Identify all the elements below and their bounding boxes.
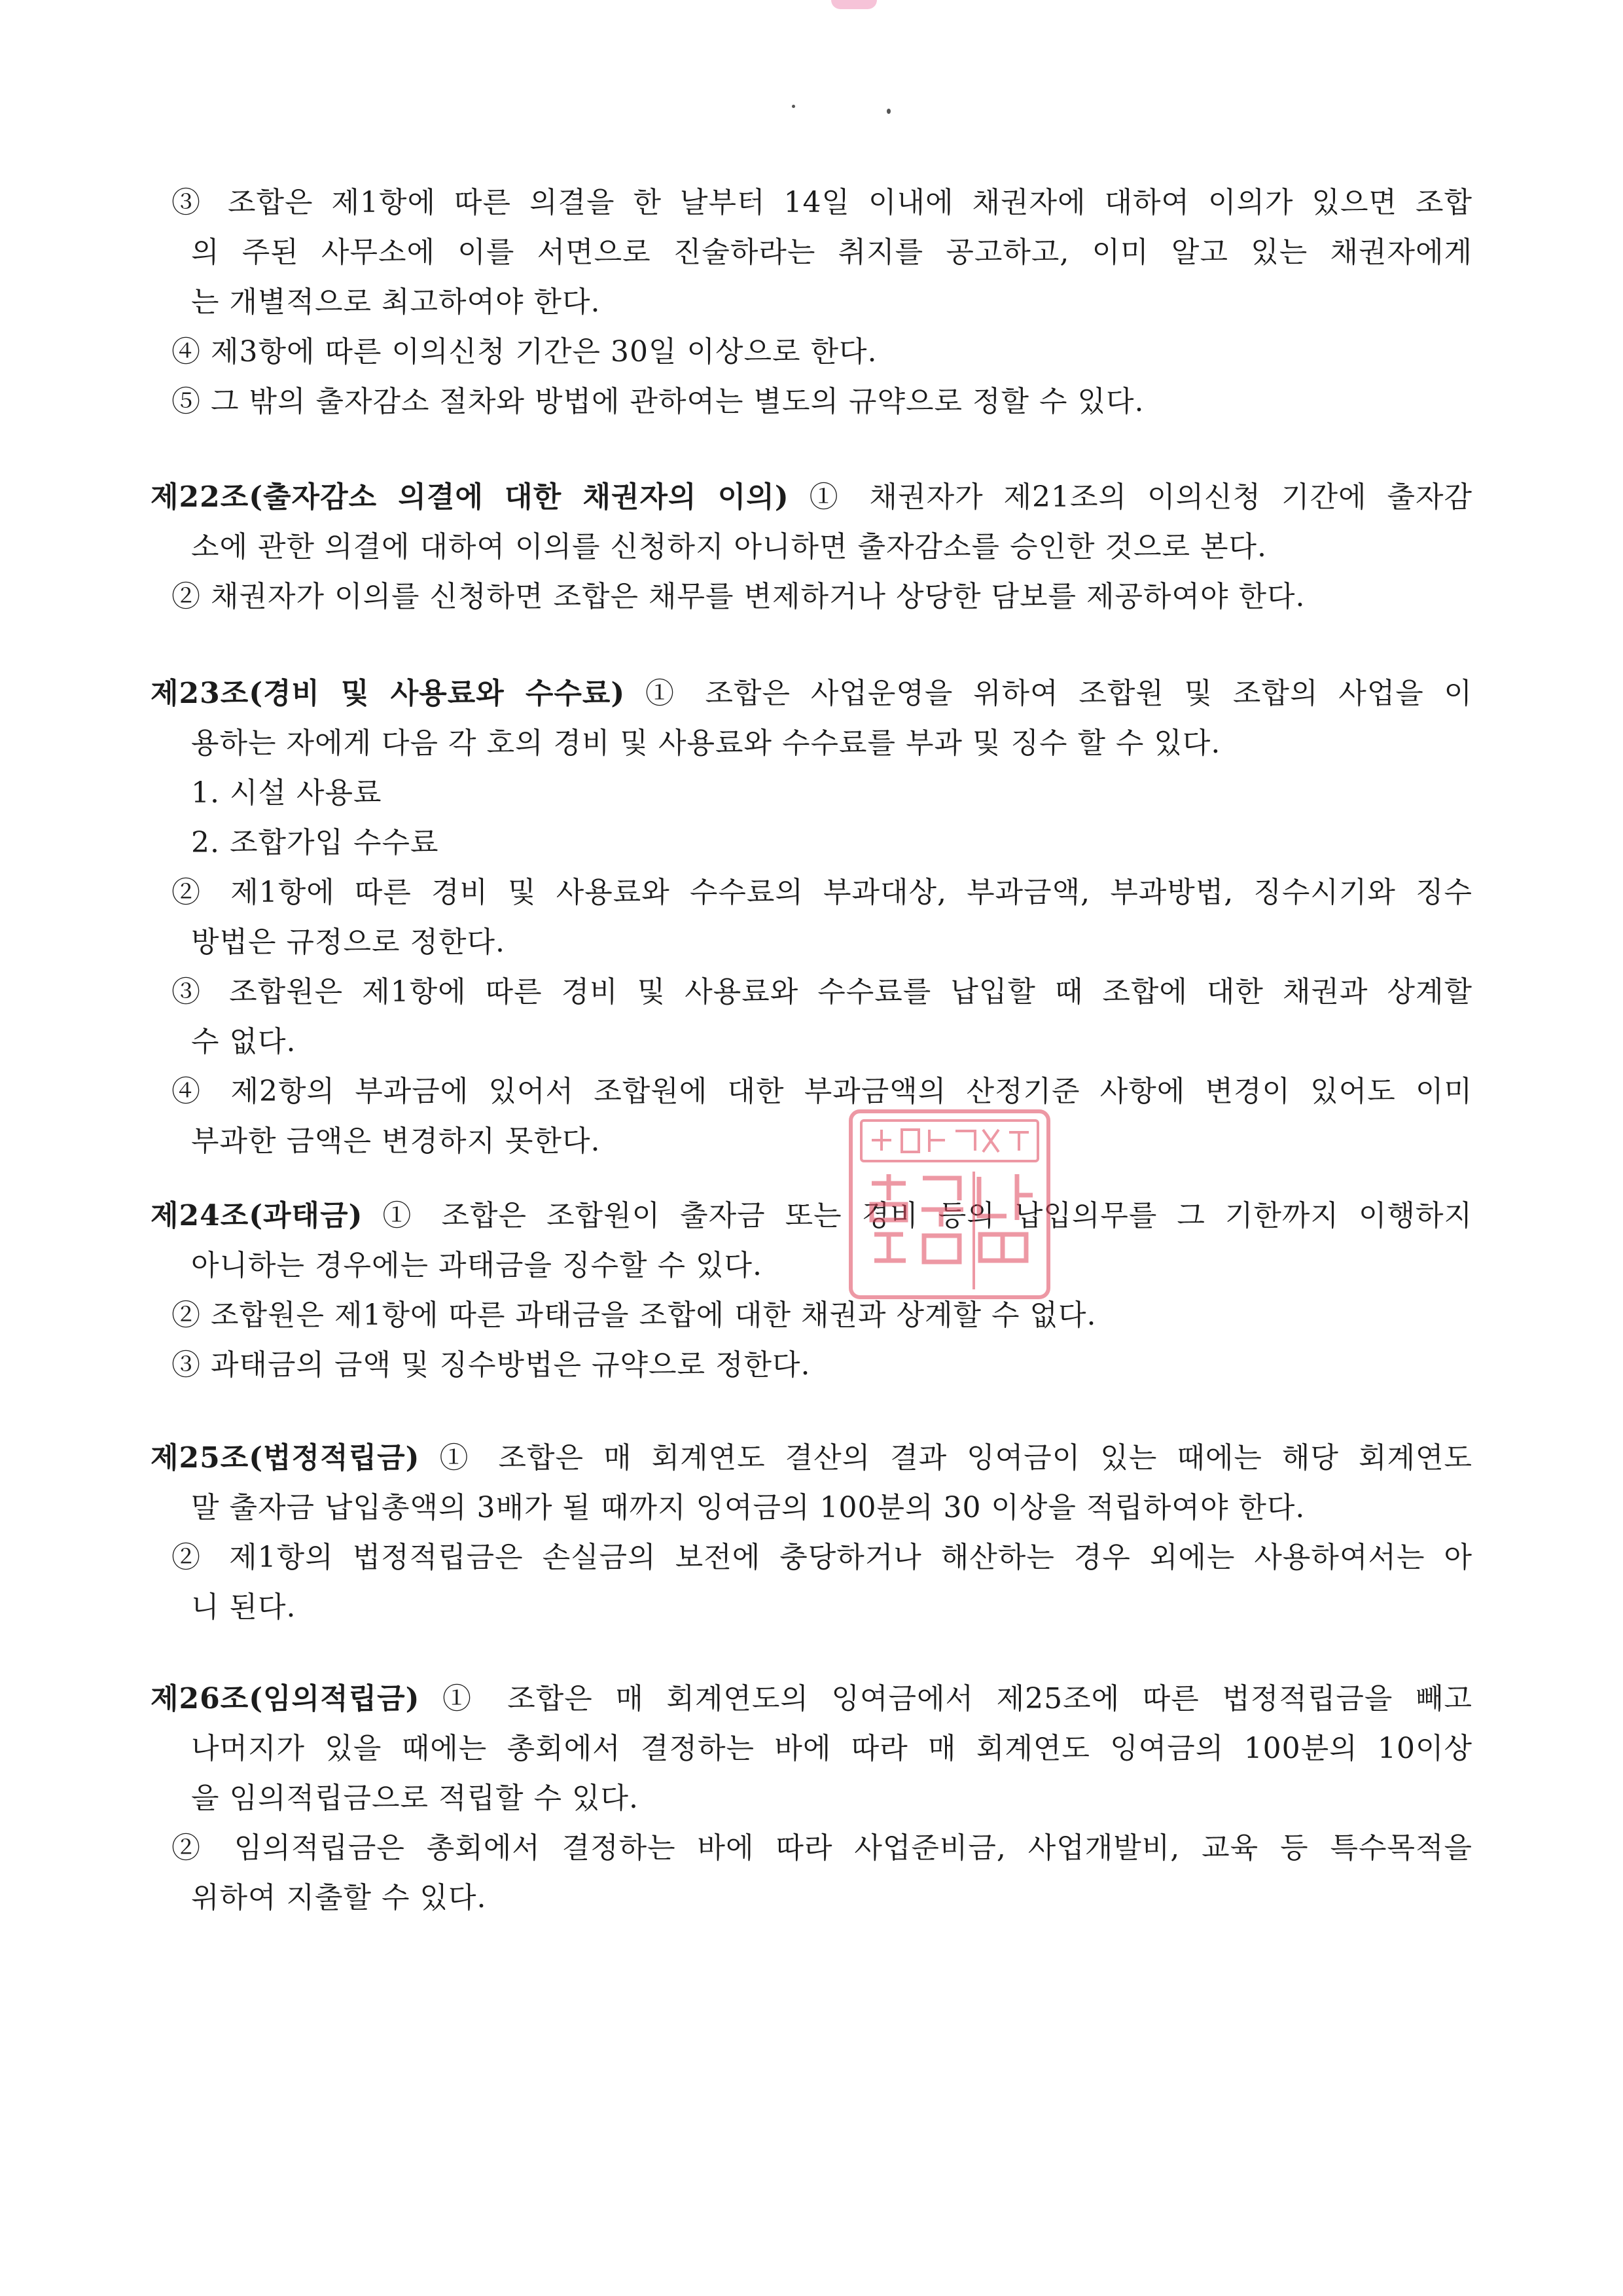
article-22-first-line bbox=[151, 478, 1472, 517]
article-24-clause-3: ③ 과태금의 금액 및 징수방법은 규약으로 정한다. bbox=[171, 1348, 811, 1382]
article-24-line-2: 아니하는 경우에는 과태금을 징수할 수 있다. bbox=[191, 1249, 762, 1282]
article-23-heading: 제23조(경비 및 사용료와 수수료) bbox=[151, 677, 626, 710]
article-25-first-line bbox=[151, 1439, 1472, 1478]
clause-4: ④ 제3항에 따른 이의신청 기간은 30일 이상으로 한다. bbox=[171, 335, 878, 368]
article-23-line-2: 용하는 자에게 다음 각 호의 경비 및 사용료와 수수료를 부과 및 징수 할 수 있다. bbox=[191, 726, 1221, 760]
article-23-clause-3-line-2: 수 없다. bbox=[191, 1025, 296, 1058]
article-25-line-2: 말 출자금 납입총액의 3배가 될 때까지 잉여금의 100분의 30 이상을 적립하여야 한다. bbox=[191, 1491, 1306, 1524]
article-25-clause-1: ① 조합은 매 회계연도 결산의 결과 잉여금이 있는 때에는 해당 회계연도 bbox=[419, 1441, 1472, 1475]
article-25-heading: 제25조(법정적립금) bbox=[151, 1441, 420, 1475]
article-23-item-1: 1. 시설 사용료 bbox=[191, 776, 382, 810]
article-22-clause-2: ② 채권자가 이의를 신청하면 조합은 채무를 변제하거나 상당한 담보를 제공하여야 한다. bbox=[171, 580, 1306, 613]
article-23-first-line bbox=[151, 674, 1472, 713]
article-26-heading: 제26조(임의적립금) bbox=[151, 1682, 420, 1715]
clause-3-line-2: 의 주된 사무소에 이를 서면으로 진술하라는 취지를 공고하고, 이미 알고 있는 채권자에게 bbox=[191, 236, 1472, 269]
article-22-clause-1: ① 채권자가 제21조의 이의신청 기간에 출자감 bbox=[789, 480, 1472, 514]
seal-graphic bbox=[846, 1106, 1054, 1302]
article-23-clause-4: ④ 제2항의 부과금에 있어서 조합원에 대한 부과금액의 산정기준 사항에 변경이 있어도 이미 bbox=[171, 1075, 1472, 1108]
top-edge-mark bbox=[831, 0, 877, 9]
article-24-clause-2: ② 조합원은 제1항에 따른 과태금을 조합에 대한 채권과 상계할 수 없다. bbox=[171, 1299, 1097, 1332]
article-25-clause-2-line-2: 니 된다. bbox=[191, 1590, 296, 1624]
article-23-clause-2-line-2: 방법은 규정으로 정한다. bbox=[191, 925, 505, 959]
speck bbox=[887, 109, 891, 114]
article-26-line-3: 을 임의적립금으로 적립할 수 있다. bbox=[191, 1782, 639, 1815]
article-26-clause-2-line-2: 위하여 지출할 수 있다. bbox=[191, 1881, 487, 1914]
article-26-line-2: 나머지가 있을 때에는 총회에서 결정하는 바에 따라 매 회계연도 잉여금의 100분의 10이상 bbox=[191, 1732, 1473, 1765]
article-26-clause-2: ② 임의적립금은 총회에서 결정하는 바에 따라 사업준비금, 사업개발비, 교육 등 특수목적을 bbox=[171, 1831, 1472, 1865]
clause-3: ③ 조합은 제1항에 따른 의결을 한 날부터 14일 이내에 채권자에 대하여 이의가 있으면 조합 bbox=[171, 186, 1472, 219]
article-23-clause-2: ② 제1항에 따른 경비 및 사용료와 수수료의 부과대상, 부과금액, 부과방법, 징수시기와 징수 bbox=[171, 876, 1472, 909]
article-26-first-line bbox=[151, 1679, 1472, 1719]
article-24-first-line bbox=[151, 1196, 1472, 1236]
article-23-clause-3: ③ 조합원은 제1항에 따른 경비 및 사용료와 수수료를 납입할 때 조합에 대한 채권과 상계할 bbox=[171, 975, 1472, 1009]
article-22-line-2: 소에 관한 의결에 대하여 이의를 신청하지 아니하면 출자감소를 승인한 것으로 본다. bbox=[191, 530, 1267, 564]
official-seal-stamp bbox=[846, 1106, 1054, 1302]
clause-3-line-3: 는 개별적으로 최고하여야 한다. bbox=[191, 285, 601, 319]
article-23-item-2: 2. 조합가입 수수료 bbox=[191, 826, 439, 859]
article-23-clause-4-line-2: 부과한 금액은 변경하지 못한다. bbox=[191, 1124, 601, 1158]
article-24-clause-1: ① 조합은 조합원이 출자금 또는 경비 등의 납입의무를 그 기한까지 이행하지 bbox=[363, 1199, 1472, 1232]
article-22-heading: 제22조(출자감소 의결에 대한 채권자의 이의) bbox=[151, 480, 789, 514]
article-23-clause-1: ① 조합은 사업운영을 위하여 조합원 및 조합의 사업을 이 bbox=[625, 677, 1472, 710]
clause-5: ⑤ 그 밖의 출자감소 절차와 방법에 관하여는 별도의 규약으로 정할 수 있다. bbox=[171, 385, 1145, 418]
speck bbox=[792, 105, 795, 108]
article-24-heading: 제24조(과태금) bbox=[151, 1199, 363, 1232]
article-26-clause-1: ① 조합은 매 회계연도의 잉여금에서 제25조에 따른 법정적립금을 빼고 bbox=[419, 1682, 1472, 1715]
article-25-clause-2: ② 제1항의 법정적립금은 손실금의 보전에 충당하거나 해산하는 경우 외에는 사용하여서는 아 bbox=[171, 1541, 1472, 1574]
